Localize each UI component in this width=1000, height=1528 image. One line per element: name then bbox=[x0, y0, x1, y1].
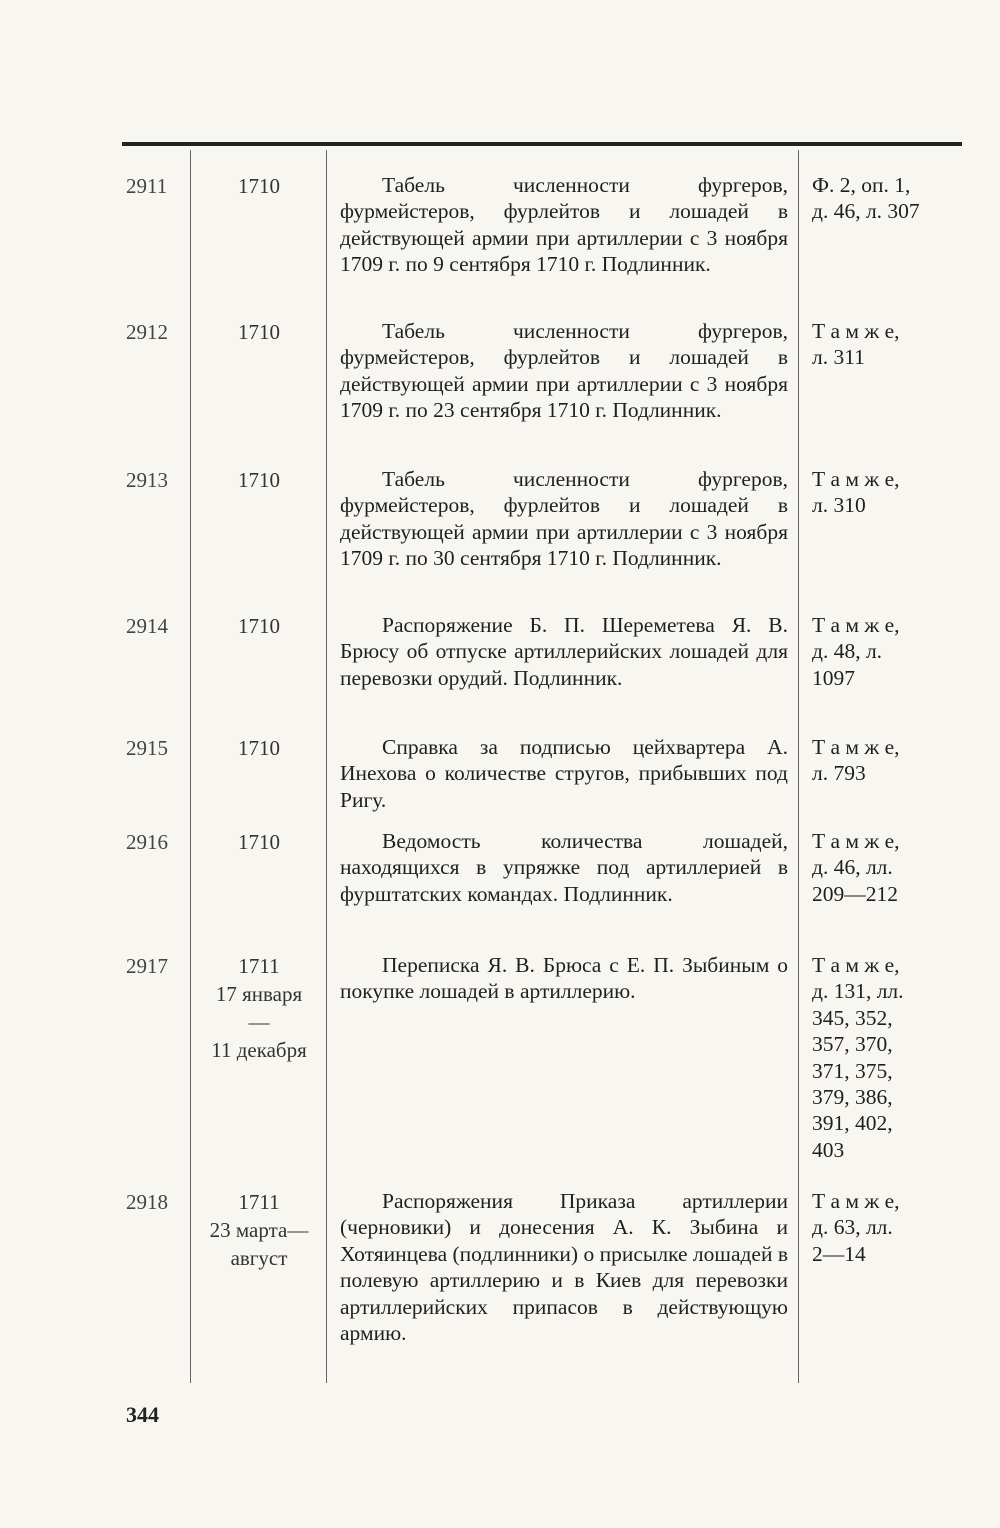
record-date: 1710 bbox=[238, 736, 280, 760]
record-description: Табель численности фургеров, фурмейстеров, фурлейтов и лошадей в действующей армии при артиллерии с 3 ноября 1709 г. по 30 сентября 1710 г. Подлинник. bbox=[340, 467, 788, 571]
record-reference: Т а м ж е, л. 793 bbox=[812, 735, 900, 786]
record-reference: Т а м ж е, д. 63, лл. 2—14 bbox=[812, 1189, 900, 1266]
page-number: 344 bbox=[126, 1402, 159, 1427]
record-date: 1710 bbox=[238, 830, 280, 854]
record-description: Распоряжение Б. П. Шереметева Я. В. Брюсу об отпуске артиллерийских лошадей для перевозки орудий. Подлинник. bbox=[340, 613, 788, 690]
table-row bbox=[0, 466, 1000, 612]
table-row bbox=[0, 612, 1000, 734]
record-date: 1711 23 марта— август bbox=[209, 1190, 309, 1270]
record-number: 2911 bbox=[126, 174, 168, 198]
record-number: 2914 bbox=[126, 614, 168, 638]
record-description: Переписка Я. В. Брюса с Е. П. Зыбиным о покупке лошадей в артиллерию. bbox=[340, 953, 788, 1004]
table-row bbox=[0, 734, 1000, 828]
record-date: 1710 bbox=[238, 174, 280, 198]
table-row bbox=[0, 172, 1000, 318]
record-number: 2916 bbox=[126, 830, 168, 854]
record-reference: Т а м ж е, д. 48, л. 1097 bbox=[812, 613, 900, 690]
record-number: 2918 bbox=[126, 1190, 168, 1214]
table-row bbox=[0, 952, 1000, 1188]
record-number: 2915 bbox=[126, 736, 168, 760]
table-row bbox=[0, 1188, 1000, 1388]
record-reference: Т а м ж е, д. 46, лл. 209—212 bbox=[812, 829, 900, 906]
record-description: Ведомость количества лошадей, находящихся в упряжке под артиллерией в фурштатских командах. Подлинник. bbox=[340, 829, 788, 906]
record-date: 1711 17 января— 11 декабря bbox=[211, 954, 307, 1062]
record-date: 1710 bbox=[238, 614, 280, 638]
table-row bbox=[0, 318, 1000, 466]
record-description: Табель численности фургеров, фурмейстеров, фурлейтов и лошадей в действующей армии при артиллерии с 3 ноября 1709 г. по 23 сентября 1710 г. Подлинник. bbox=[340, 319, 788, 423]
records-table bbox=[0, 172, 1000, 1388]
top-rule bbox=[122, 142, 962, 146]
record-description: Справка за подписью цейхвартера А. Инехова о количестве стругов, прибывших под Ригу. bbox=[340, 735, 788, 812]
record-description: Распоряжения Приказа артиллерии (черновики) и донесения А. К. Зыбина и Хотяинцева (подлинники) о присылке лошадей в полевую артиллерию и в Киев для перевозки артиллерийских припасов в действующую армию. bbox=[340, 1189, 788, 1346]
record-reference: Ф. 2, оп. 1, д. 46, л. 307 bbox=[812, 173, 920, 224]
record-description: Табель численности фургеров, фурмейстеров, фурлейтов и лошадей в действующей армии при артиллерии с 3 ноября 1709 г. по 9 сентября 1710 г. Подлинник. bbox=[340, 173, 788, 277]
record-reference: Т а м ж е, л. 310 bbox=[812, 467, 900, 518]
record-reference: Т а м ж е, л. 311 bbox=[812, 319, 900, 370]
record-date: 1710 bbox=[238, 468, 280, 492]
table-row bbox=[0, 828, 1000, 952]
record-number: 2917 bbox=[126, 954, 168, 978]
record-reference: Т а м ж е, д. 131, лл. 345, 352, 357, 370, 371, 375, 379, 386, 391, 402, 403 bbox=[812, 953, 904, 1162]
record-number: 2913 bbox=[126, 468, 168, 492]
record-date: 1710 bbox=[238, 320, 280, 344]
record-number: 2912 bbox=[126, 320, 168, 344]
